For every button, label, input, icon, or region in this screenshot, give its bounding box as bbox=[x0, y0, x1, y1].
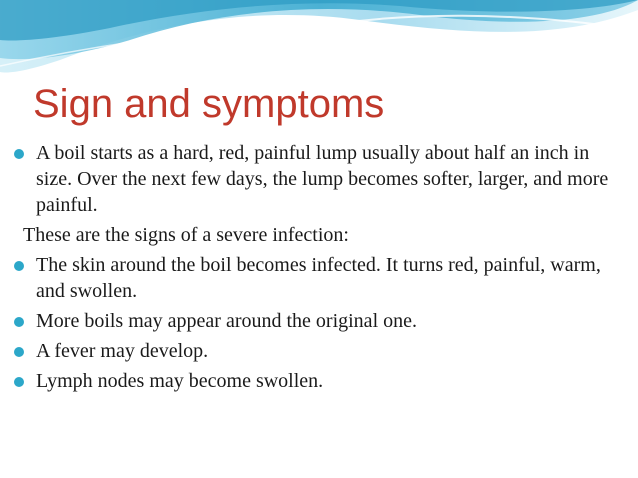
list-item-text: A fever may develop. bbox=[36, 340, 209, 362]
list-item-text: The skin around the boil becomes infected. It turns red, painful, warm, and swollen. bbox=[36, 254, 601, 302]
bullet-icon bbox=[14, 347, 24, 357]
list-item bbox=[14, 308, 624, 334]
list-item bbox=[14, 252, 624, 304]
slide-title: Sign and symptoms bbox=[33, 82, 385, 126]
wave-header-decoration bbox=[0, 0, 638, 80]
list-item-text: These are the signs of a severe infection: bbox=[23, 224, 349, 246]
list-item bbox=[14, 140, 624, 218]
bullet-list bbox=[14, 140, 624, 398]
list-item bbox=[14, 338, 624, 364]
list-item-text: More boils may appear around the original one. bbox=[36, 310, 417, 332]
bullet-icon bbox=[14, 377, 24, 387]
bullet-icon bbox=[14, 261, 24, 271]
bullet-icon bbox=[14, 149, 24, 159]
bullet-icon bbox=[14, 317, 24, 327]
list-item-text: A boil starts as a hard, red, painful lump usually about half an inch in size. Over the next few days, the lump becomes softer, larger, and more painful. bbox=[36, 142, 609, 216]
list-item-plain bbox=[14, 222, 624, 248]
list-item-text: Lymph nodes may become swollen. bbox=[36, 370, 324, 392]
list-item bbox=[14, 368, 624, 394]
